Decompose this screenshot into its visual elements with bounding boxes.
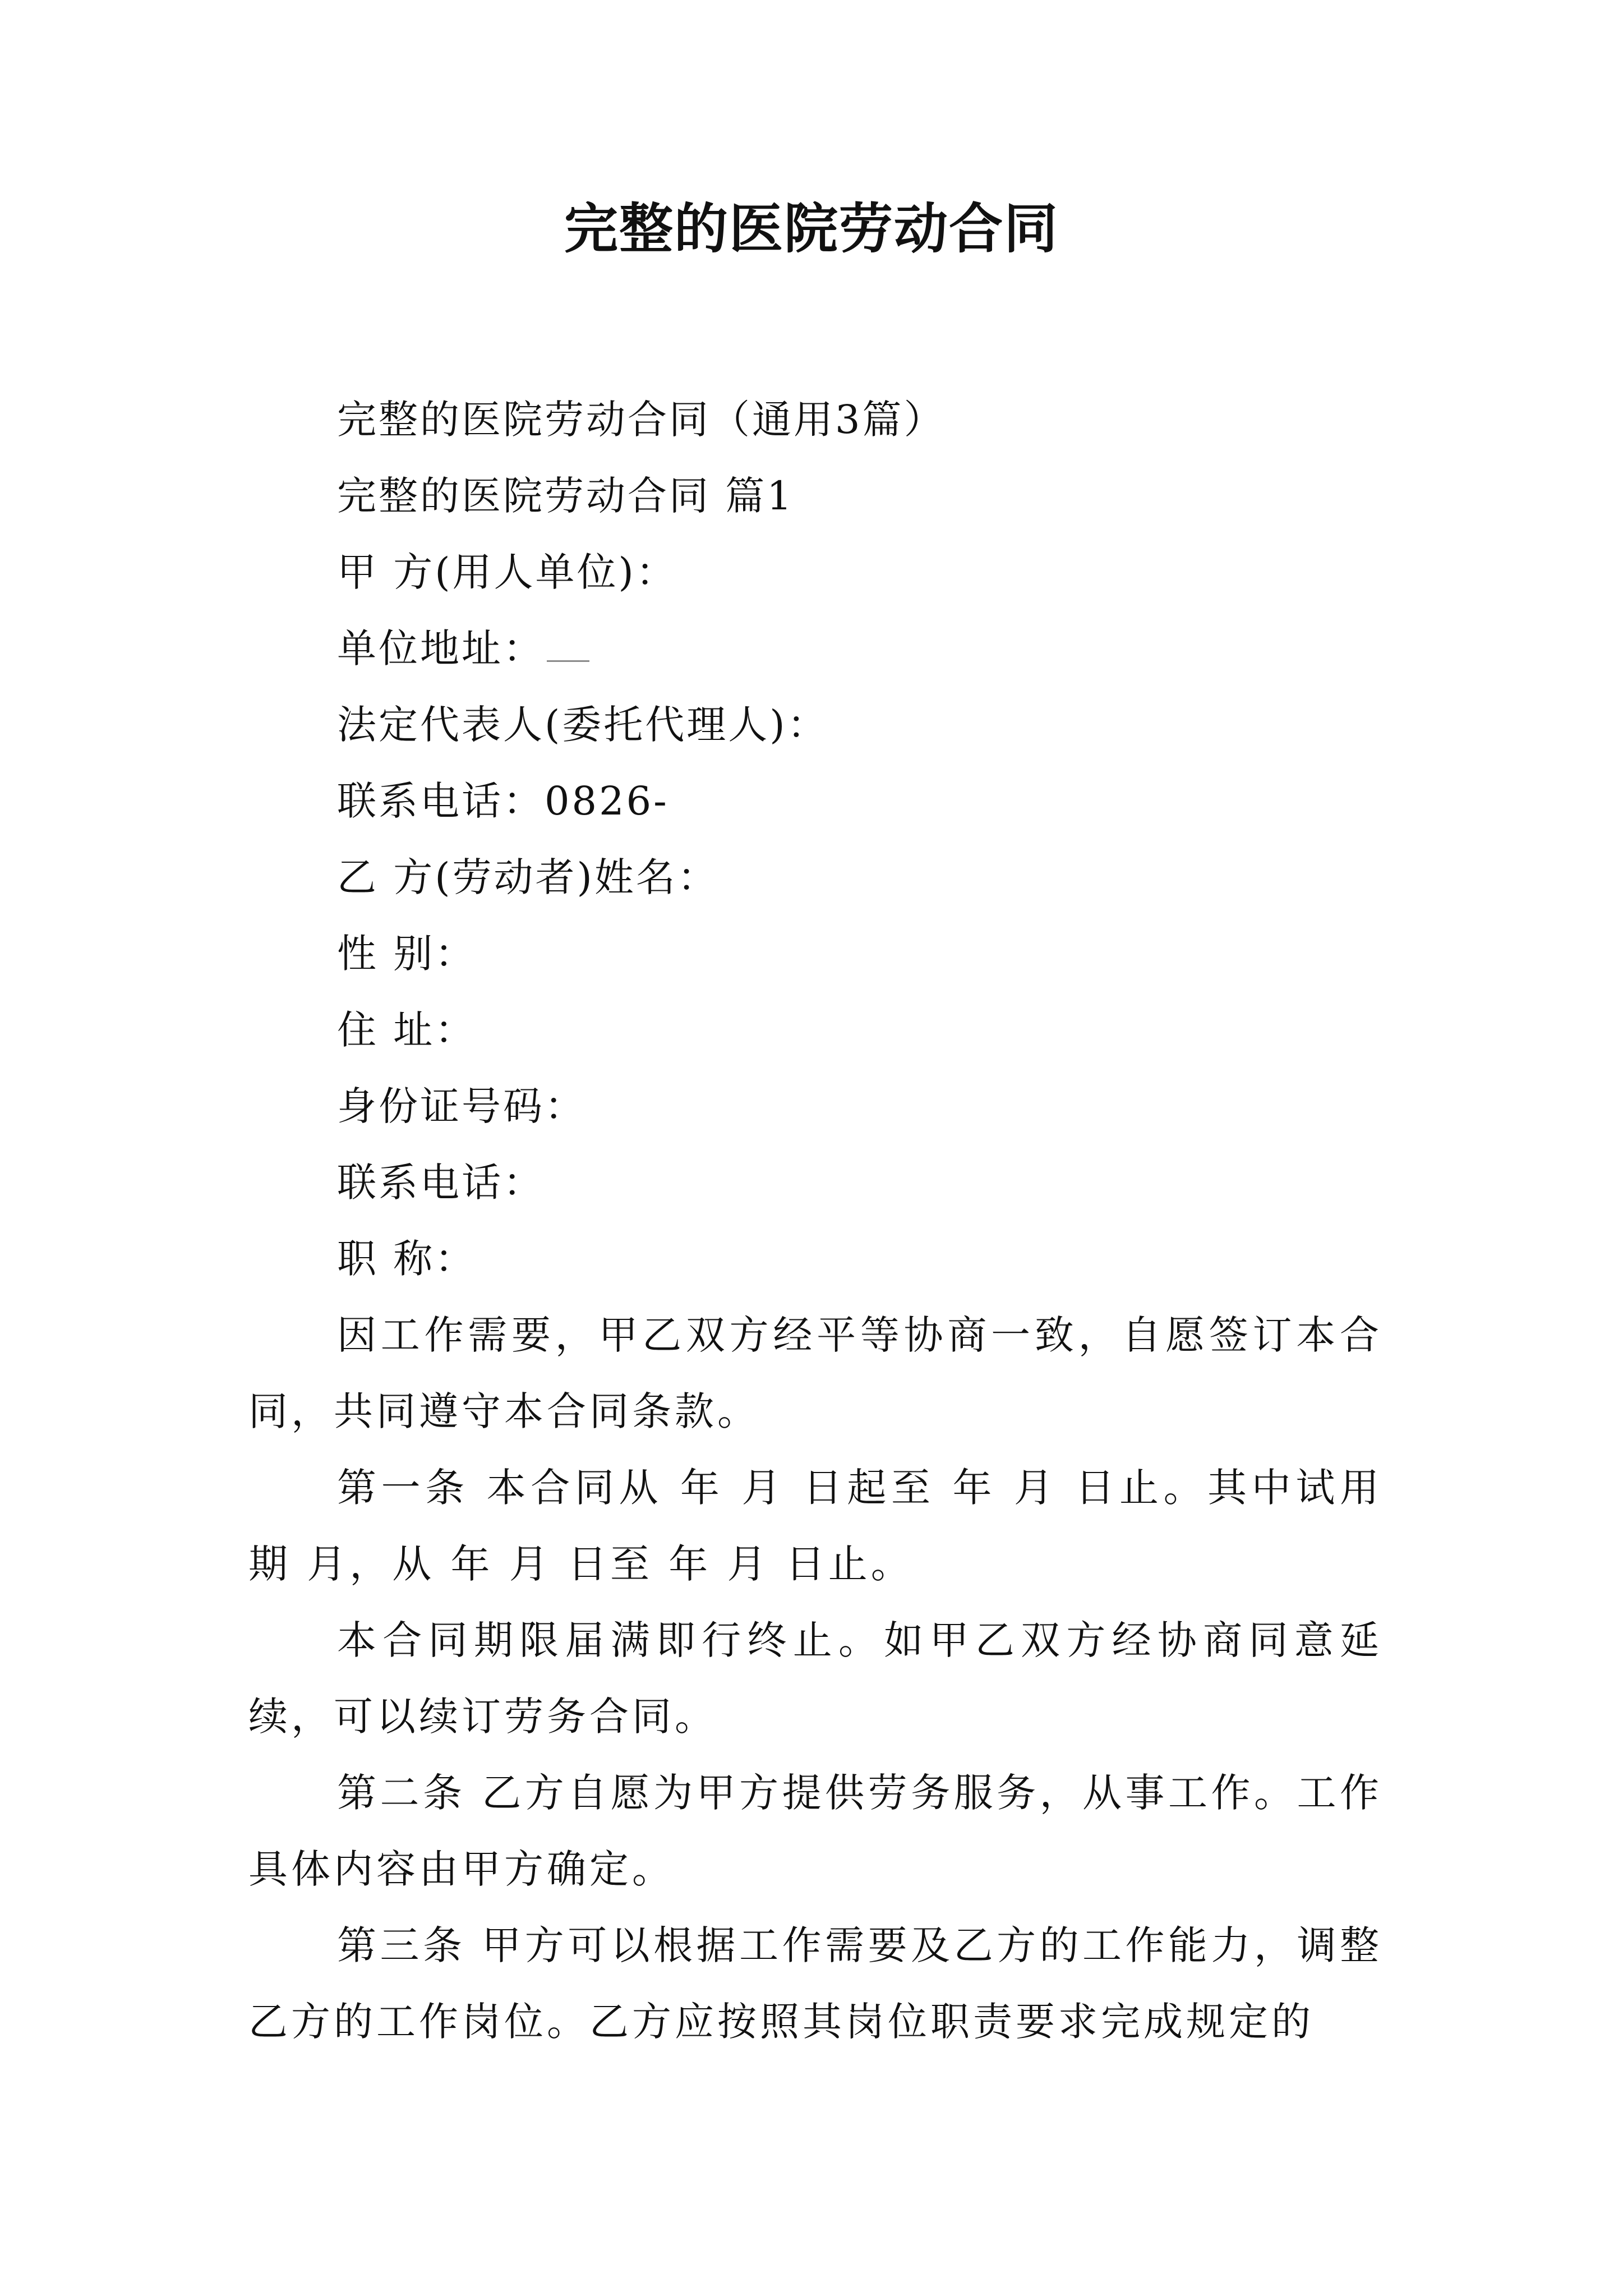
unit-address-label: 单位地址： bbox=[337, 625, 545, 671]
renewal-paragraph: 本合同期限届满即行终止。如甲乙双方经协商同意延续，可以续订劳务合同。 bbox=[248, 1617, 1382, 1740]
party-b-line: 乙 方(劳动者)姓名： bbox=[337, 854, 719, 900]
party-a-phone-line: 联系电话：0826- bbox=[337, 778, 669, 824]
document-title: 完整的医院劳动合同 bbox=[564, 197, 1059, 260]
party-b-phone-line: 联系电话： bbox=[337, 1159, 545, 1205]
article-3-paragraph: 第三条 甲方可以根据工作需要及乙方的工作能力，调整乙方的工作岗位。乙方应按照其岗位职责要求完成规定的 bbox=[248, 1922, 1382, 2045]
unit-address-blank bbox=[547, 627, 589, 662]
gender-line: 性 别： bbox=[337, 931, 477, 977]
professional-title-line: 职 称： bbox=[337, 1236, 477, 1282]
intro-paragraph: 因工作需要，甲乙双方经平等协商一致，自愿签订本合同，共同遵守本合同条款。 bbox=[248, 1312, 1382, 1434]
part-heading: 完整的医院劳动合同 篇1 bbox=[337, 473, 794, 519]
document-body bbox=[248, 381, 1382, 2060]
address-line: 住 址： bbox=[337, 1007, 477, 1053]
unit-address-line bbox=[248, 610, 1382, 687]
legal-representative-line: 法定代表人(委托代理人)： bbox=[337, 702, 829, 748]
party-a-line: 甲 方(用人单位)： bbox=[337, 549, 677, 595]
subtitle-line: 完整的医院劳动合同（通用3篇） bbox=[337, 397, 946, 443]
article-2-paragraph: 第二条 乙方自愿为甲方提供劳务服务，从事工作。工作具体内容由甲方确定。 bbox=[248, 1770, 1382, 1892]
article-1-paragraph: 第一条 本合同从 年 月 日起至 年 月 日止。其中试用期 月，从 年 月 日至 年 月 日止。 bbox=[248, 1465, 1382, 1587]
id-number-line: 身份证号码： bbox=[337, 1083, 586, 1129]
